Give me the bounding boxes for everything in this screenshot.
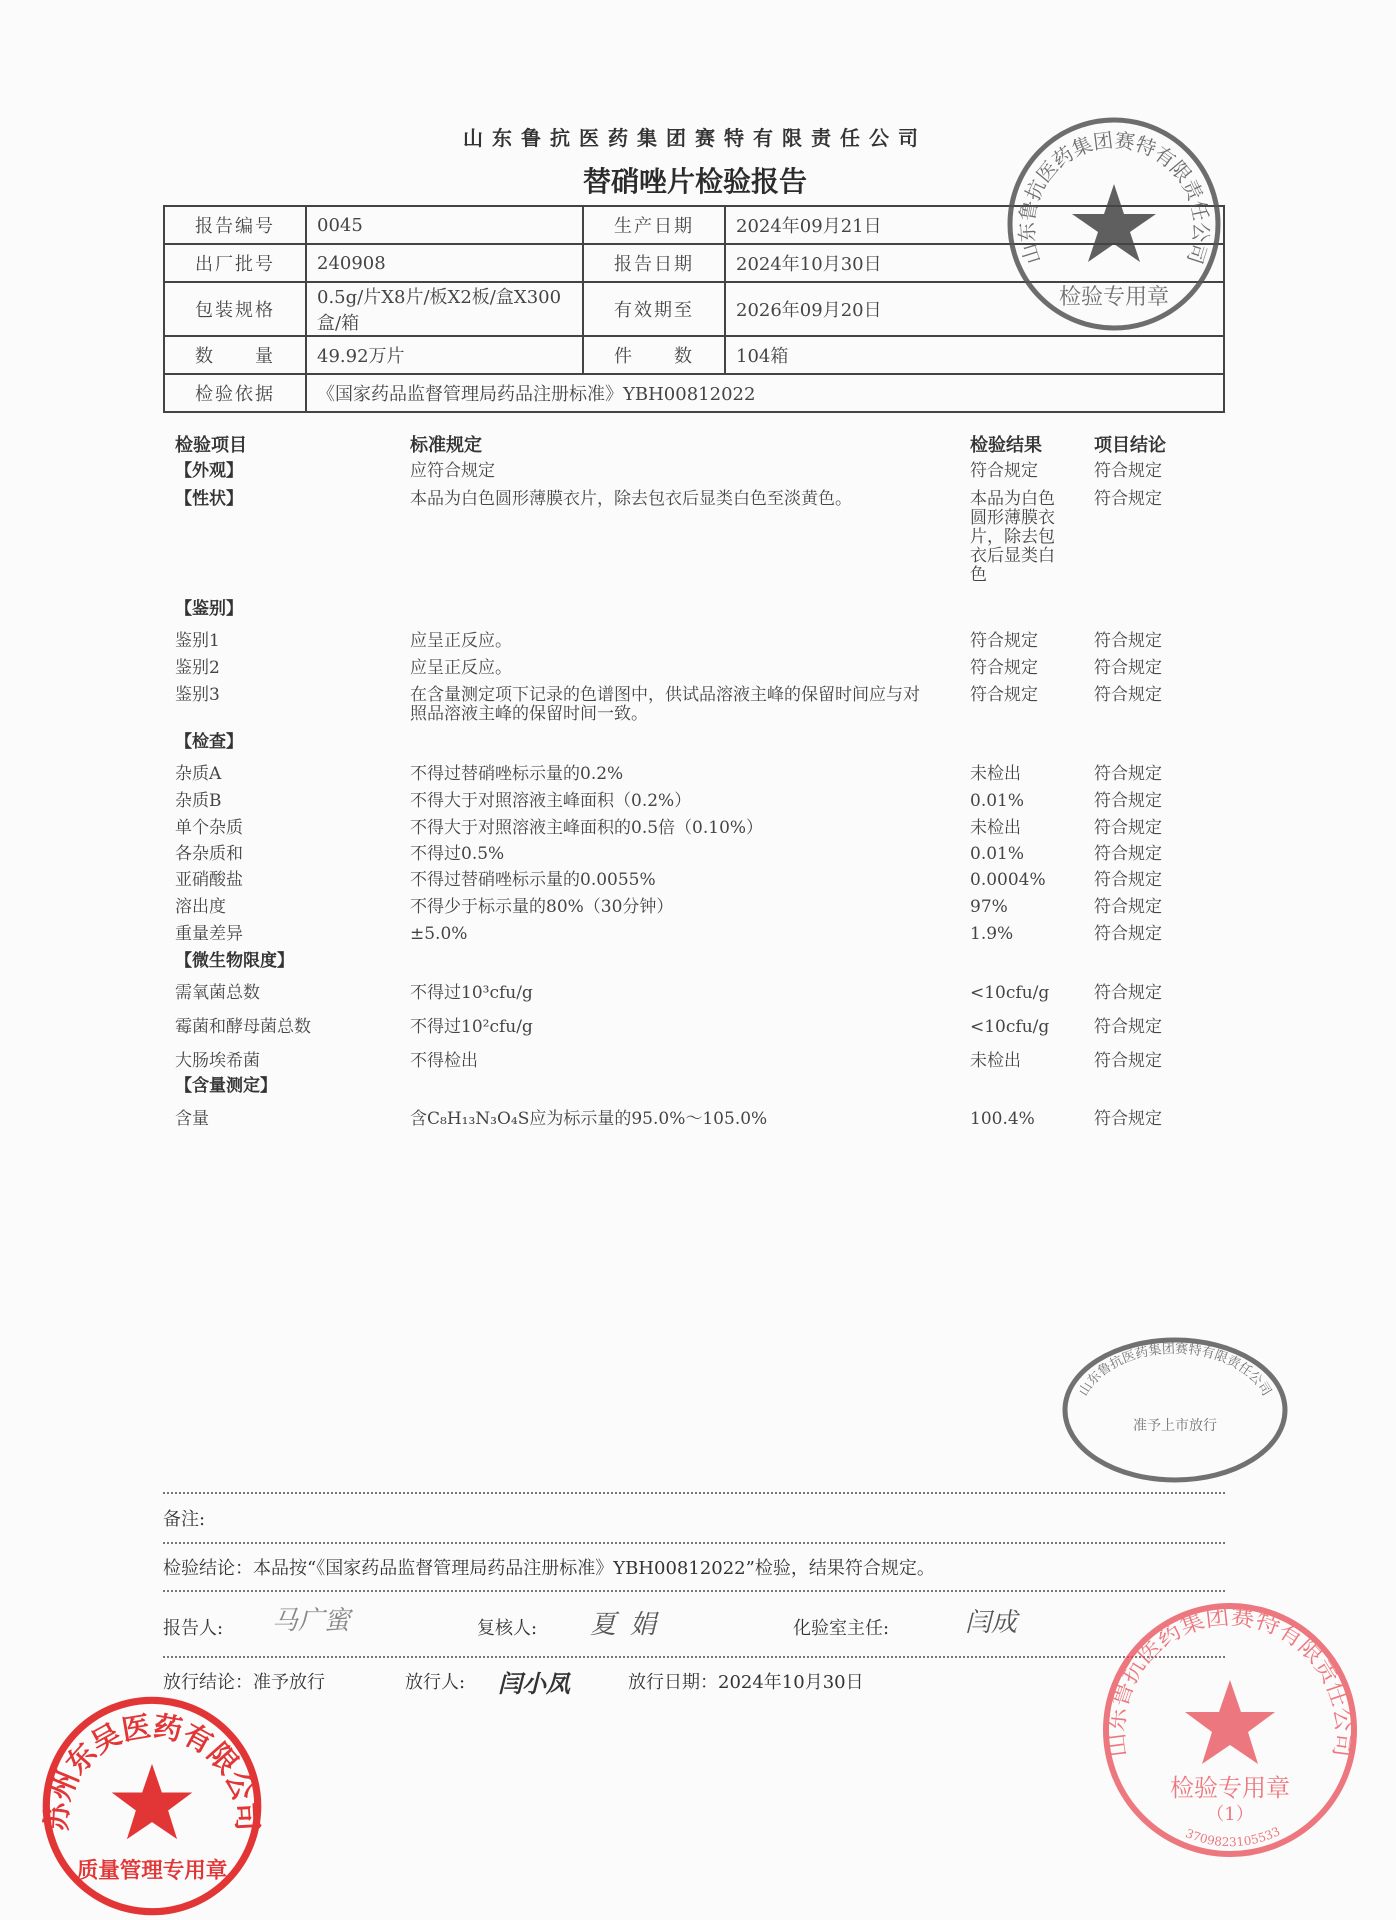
item-name: 含量 — [175, 1109, 209, 1129]
prod-date-label: 生产日期 — [583, 206, 725, 244]
section-heading: 【性状】 — [175, 489, 243, 509]
standard-text: 不得过10³cfu/g — [410, 983, 533, 1003]
standard-text: ±5.0% — [410, 924, 468, 944]
table-row — [164, 374, 1224, 412]
seal-center-text: 检验专用章 — [1170, 1774, 1290, 1802]
qty-label: 数 量 — [164, 336, 306, 374]
conclusion-value: 符合规定 — [1094, 764, 1162, 784]
item-name: 霉菌和酵母菌总数 — [175, 1017, 311, 1037]
standard-text: 应符合规定 — [410, 461, 495, 481]
conclusion-value: 符合规定 — [1094, 489, 1162, 509]
conclusion-value: 符合规定 — [1094, 870, 1162, 890]
section-heading: 【鉴别】 — [175, 599, 243, 619]
col-header-item: 检验项目 — [175, 435, 247, 456]
standard-text: 本品为白色圆形薄膜衣片，除去包衣后显类白色至淡黄色。 — [410, 489, 852, 509]
item-name: 杂质A — [175, 764, 222, 784]
conclusion-value: 符合规定 — [1094, 818, 1162, 838]
reporter-label: 报告人: — [163, 1618, 224, 1639]
qty: 49.92万片 — [306, 336, 583, 374]
result-value: 符合规定 — [970, 685, 1038, 705]
item-name: 重量差异 — [175, 924, 243, 944]
batch: 240908 — [306, 244, 583, 282]
report-title: 替硝唑片检验报告 — [582, 165, 807, 198]
item-name: 鉴别2 — [175, 658, 220, 678]
table-row — [164, 336, 1224, 374]
result-value: 97% — [970, 897, 1008, 917]
releaser-label: 放行人: — [405, 1672, 466, 1693]
lab-head-signature: 闫成 — [965, 1608, 1018, 1638]
release-date: 放行日期：2024年10月30日 — [628, 1672, 864, 1693]
conclusion-value: 符合规定 — [1094, 1109, 1162, 1129]
section-heading: 【外观】 — [175, 461, 243, 481]
conclusion-value: 符合规定 — [1094, 924, 1162, 944]
result-value: 100.4% — [970, 1109, 1035, 1129]
report-date: 2024年10月30日 — [725, 244, 1224, 282]
result-value: 0.0004% — [970, 870, 1046, 890]
standard-text: 不得大于对照溶液主峰面积的0.5倍（0.10%） — [410, 818, 764, 838]
item-name: 大肠埃希菌 — [175, 1051, 260, 1071]
conclusion-value: 符合规定 — [1094, 461, 1162, 481]
col-header-standard: 标准规定 — [410, 435, 482, 456]
pieces: 104箱 — [725, 336, 1224, 374]
pieces-label: 件 数 — [583, 336, 725, 374]
result-value: <10cfu/g — [970, 983, 1050, 1003]
inspection-conclusion: 检验结论：本品按“《国家药品监督管理局药品注册标准》YBH00812022”检验，结果符合规定。 — [163, 1558, 935, 1579]
standard-text: 不得过10²cfu/g — [410, 1017, 533, 1037]
item-name: 需氧菌总数 — [175, 983, 260, 1003]
basis-label: 检验依据 — [164, 374, 306, 412]
result-value: 1.9% — [970, 924, 1014, 944]
standard-text: 不得过0.5% — [410, 844, 505, 864]
divider — [163, 1656, 1225, 1658]
standard-text: 含C₈H₁₃N₃O₄S应为标示量的95.0%～105.0% — [410, 1109, 768, 1129]
standard-text: 不得大于对照溶液主峰面积（0.2%） — [410, 791, 692, 811]
item-name: 鉴别3 — [175, 685, 220, 705]
conclusion-value: 符合规定 — [1094, 1051, 1162, 1071]
result-value: 符合规定 — [970, 658, 1038, 678]
conclusion-value: 符合规定 — [1094, 844, 1162, 864]
seal-code-text: 3709823105533 — [1183, 1824, 1283, 1850]
spec-label: 包装规格 — [164, 282, 306, 336]
result-value: 未检出 — [970, 1051, 1021, 1071]
reviewer-label: 复核人: — [477, 1618, 538, 1639]
seal-center-text: 质量管理专用章 — [76, 1858, 228, 1884]
item-name: 各杂质和 — [175, 844, 243, 864]
seal-ring-text: 山东鲁抗医药集团赛特有限责任公司 — [1014, 127, 1214, 267]
standard-text: 应呈正反应。 — [410, 658, 512, 678]
conclusion-value: 符合规定 — [1094, 658, 1162, 678]
report-date-label: 报告日期 — [583, 244, 725, 282]
conclusion-value: 符合规定 — [1094, 631, 1162, 651]
svg-text:山东鲁抗医药集团赛特有限责任公司 — [1076, 1341, 1273, 1399]
inspection-seal-red — [1100, 1600, 1360, 1860]
section-heading: 【微生物限度】 — [175, 951, 294, 971]
item-name: 鉴别1 — [175, 631, 220, 651]
star-icon — [112, 1764, 193, 1839]
seal-ring-text: 山东鲁抗医药集团赛特有限责任公司 — [1076, 1341, 1274, 1399]
seal-ring-text: 苏州东吴医药有限公司 — [39, 1708, 265, 1832]
standard-text: 不得检出 — [410, 1051, 478, 1071]
batch-label: 出厂批号 — [164, 244, 306, 282]
seal-sub-text: （1） — [1206, 1804, 1254, 1825]
seal-center-text: 准予上市放行 — [1133, 1418, 1217, 1434]
conclusion-value: 符合规定 — [1094, 685, 1162, 705]
result-value: 符合规定 — [970, 461, 1038, 481]
company-name: 山东鲁抗医药集团赛特有限责任公司 — [463, 126, 927, 150]
divider — [163, 1590, 1225, 1592]
releaser-signature: 闫小凤 — [498, 1669, 570, 1698]
seal-ring-text: 山东鲁抗医药集团赛特有限责任公司 — [1101, 1601, 1359, 1759]
standard-text: 在含量测定项下记录的色谱图中，供试品溶液主峰的保留时间应与对照品溶液主峰的保留时间一致。 — [410, 685, 920, 724]
item-name: 溶出度 — [175, 897, 226, 917]
result-value: 符合规定 — [970, 631, 1038, 651]
lab-head-label: 化验室主任: — [793, 1618, 890, 1639]
col-header-result: 检验结果 — [970, 435, 1042, 456]
report-no-label: 报告编号 — [164, 206, 306, 244]
reviewer-signature: 夏娟 — [590, 1610, 671, 1640]
result-value: <10cfu/g — [970, 1017, 1050, 1037]
star-icon — [1072, 184, 1156, 262]
star-icon — [1185, 1680, 1275, 1764]
result-value: 0.01% — [970, 844, 1025, 864]
result-value: 未检出 — [970, 764, 1021, 784]
standard-text: 不得少于标示量的80%（30分钟） — [410, 897, 674, 917]
conclusion-value: 符合规定 — [1094, 791, 1162, 811]
result-value: 未检出 — [970, 818, 1021, 838]
item-name: 杂质B — [175, 791, 222, 811]
section-heading: 【检查】 — [175, 732, 243, 752]
remarks-label: 备注: — [163, 1509, 206, 1530]
expiry-label: 有效期至 — [583, 282, 725, 336]
standard-text: 不得过替硝唑标示量的0.2% — [410, 764, 624, 784]
report-no: 0045 — [306, 206, 583, 244]
standard-text: 不得过替硝唑标示量的0.0055% — [410, 870, 656, 890]
item-name: 单个杂质 — [175, 818, 243, 838]
divider — [163, 1492, 1225, 1494]
release-seal-oval — [1060, 1335, 1290, 1485]
prod-date: 2024年09月21日 — [725, 206, 1224, 244]
standard-text: 应呈正反应。 — [410, 631, 512, 651]
release-conclusion: 放行结论：准予放行 — [163, 1672, 325, 1693]
divider — [163, 1542, 1225, 1544]
item-name: 亚硝酸盐 — [175, 870, 243, 890]
conclusion-value: 符合规定 — [1094, 1017, 1162, 1037]
reporter-signature: 马广蜜 — [272, 1606, 351, 1636]
result-value: 本品为白色圆形薄膜衣片，除去包衣后显类白色 — [970, 489, 1055, 585]
expiry: 2026年09月20日 — [725, 282, 1224, 336]
quality-seal-red — [40, 1694, 264, 1918]
basis: 《国家药品监督管理局药品注册标准》YBH00812022 — [306, 374, 1224, 412]
inspection-seal-gray — [1004, 114, 1224, 334]
result-value: 0.01% — [970, 791, 1025, 811]
spec: 0.5g/片X8片/板X2板/盒X300盒/箱 — [306, 282, 583, 336]
col-header-conclusion: 项目结论 — [1094, 435, 1166, 456]
section-heading: 【含量测定】 — [175, 1076, 277, 1096]
seal-center-text: 检验专用章 — [1058, 285, 1170, 310]
conclusion-value: 符合规定 — [1094, 983, 1162, 1003]
conclusion-value: 符合规定 — [1094, 897, 1162, 917]
